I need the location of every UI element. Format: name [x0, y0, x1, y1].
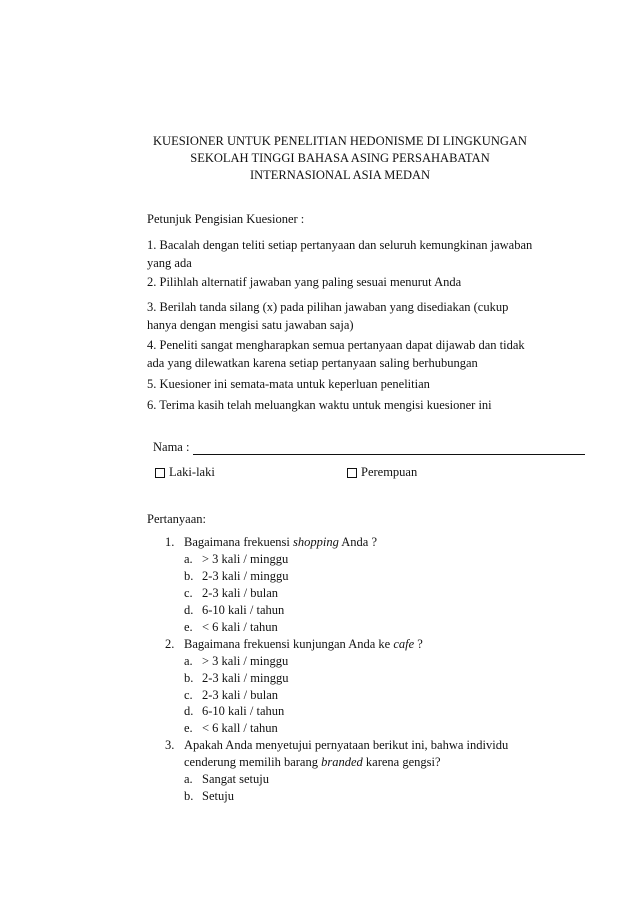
- question-3-continued: [184, 755, 441, 770]
- title-line-1: KUESIONER UNTUK PENELITIAN HEDONISME DI LINGKUNGAN: [153, 134, 527, 148]
- instruction-line: 4. Peneliti sangat mengharapkan semua pertanyaan dapat dijawab dan tidak: [147, 338, 525, 352]
- question-text-emphasis: shopping: [292, 535, 339, 549]
- question-text: Anda ?: [338, 535, 378, 549]
- question-number: 3.: [165, 738, 175, 752]
- question-text: Bagaimana frekuensi kunjungan Anda ke: [184, 637, 394, 651]
- question-text-emphasis: branded: [321, 755, 363, 769]
- answer-option[interactable]: [184, 586, 278, 601]
- option-text: < 6 kali / tahun: [202, 620, 278, 634]
- title-line-2: SEKOLAH TINGGI BAHASA ASING PERSAHABATAN: [190, 151, 490, 165]
- option-letter: a.: [184, 772, 193, 786]
- option-letter: a.: [184, 552, 193, 566]
- checkbox-icon[interactable]: [155, 468, 165, 478]
- question-1: [165, 535, 377, 550]
- option-text: > 3 kali / minggu: [202, 654, 289, 668]
- option-text: 2-3 kali / bulan: [202, 586, 279, 600]
- answer-option[interactable]: [184, 671, 288, 686]
- question-number: 2.: [165, 637, 175, 651]
- question-2: [165, 637, 423, 652]
- option-text: 2-3 kali / bulan: [202, 688, 279, 702]
- option-letter: d.: [184, 603, 194, 617]
- option-text: Sangat setuju: [202, 772, 270, 786]
- document-title: [130, 133, 550, 184]
- question-text-emphasis: cafe: [393, 637, 415, 651]
- question-text: Bagaimana frekuensi: [184, 535, 293, 549]
- option-text: < 6 kall / tahun: [202, 721, 278, 735]
- answer-option[interactable]: [184, 603, 284, 618]
- option-text: 2-3 kali / minggu: [202, 671, 289, 685]
- instruction-line: yang ada: [147, 256, 192, 270]
- gender-option-male[interactable]: [155, 465, 215, 480]
- title-line-3: INTERNASIONAL ASIA MEDAN: [249, 168, 431, 182]
- name-label: Nama :: [153, 440, 190, 454]
- instruction-line: 3. Berilah tanda silang (x) pada pilihan jawaban yang disediakan (cukup: [147, 300, 509, 314]
- question-text: cenderung memilih barang: [184, 755, 322, 769]
- name-field-row: [153, 440, 593, 458]
- option-letter: b.: [184, 569, 194, 583]
- option-text: 6-10 kali / tahun: [202, 704, 285, 718]
- questions-heading: Pertanyaan:: [147, 512, 207, 526]
- answer-option[interactable]: [184, 620, 278, 635]
- option-letter: b.: [184, 671, 194, 685]
- answer-option[interactable]: [184, 654, 288, 669]
- name-input-line[interactable]: [193, 454, 585, 455]
- question-number: 1.: [165, 535, 175, 549]
- gender-male-label: Laki-laki: [169, 465, 215, 479]
- question-3: [165, 738, 508, 753]
- answer-option[interactable]: [184, 688, 278, 703]
- answer-option[interactable]: [184, 704, 284, 719]
- answer-option[interactable]: [184, 789, 234, 804]
- checkbox-icon[interactable]: [347, 468, 357, 478]
- answer-option[interactable]: [184, 721, 278, 736]
- instruction-line: 5. Kuesioner ini semata-mata untuk keperluan penelitian: [147, 377, 430, 391]
- option-text: 2-3 kali / minggu: [202, 569, 289, 583]
- answer-option[interactable]: [184, 772, 269, 787]
- question-text: Apakah Anda menyetujui pernyataan berikut ini, bahwa individu: [184, 738, 509, 752]
- option-letter: d.: [184, 704, 194, 718]
- instructions-heading: Petunjuk Pengisian Kuesioner :: [147, 212, 305, 226]
- answer-option[interactable]: [184, 569, 288, 584]
- instruction-line: ada yang dilewatkan karena setiap pertanyaan saling berhubungan: [147, 356, 478, 370]
- option-text: 6-10 kali / tahun: [202, 603, 285, 617]
- option-letter: e.: [184, 721, 193, 735]
- option-letter: b.: [184, 789, 194, 803]
- question-text: karena gengsi?: [362, 755, 441, 769]
- option-letter: c.: [184, 688, 193, 702]
- gender-option-female[interactable]: [347, 465, 417, 480]
- option-text: Setuju: [202, 789, 234, 803]
- option-letter: a.: [184, 654, 193, 668]
- instruction-line: hanya dengan mengisi satu jawaban saja): [147, 318, 354, 332]
- instruction-line: 1. Bacalah dengan teliti setiap pertanyaan dan seluruh kemungkinan jawaban: [147, 238, 533, 252]
- instruction-line: 2. Pilihlah alternatif jawaban yang paling sesuai menurut Anda: [147, 275, 462, 289]
- option-letter: e.: [184, 620, 193, 634]
- instruction-line: 6. Terima kasih telah meluangkan waktu untuk mengisi kuesioner ini: [147, 398, 492, 412]
- gender-female-label: Perempuan: [361, 465, 418, 479]
- answer-option[interactable]: [184, 552, 288, 567]
- option-letter: c.: [184, 586, 193, 600]
- question-text: ?: [414, 637, 423, 651]
- option-text: > 3 kali / minggu: [202, 552, 289, 566]
